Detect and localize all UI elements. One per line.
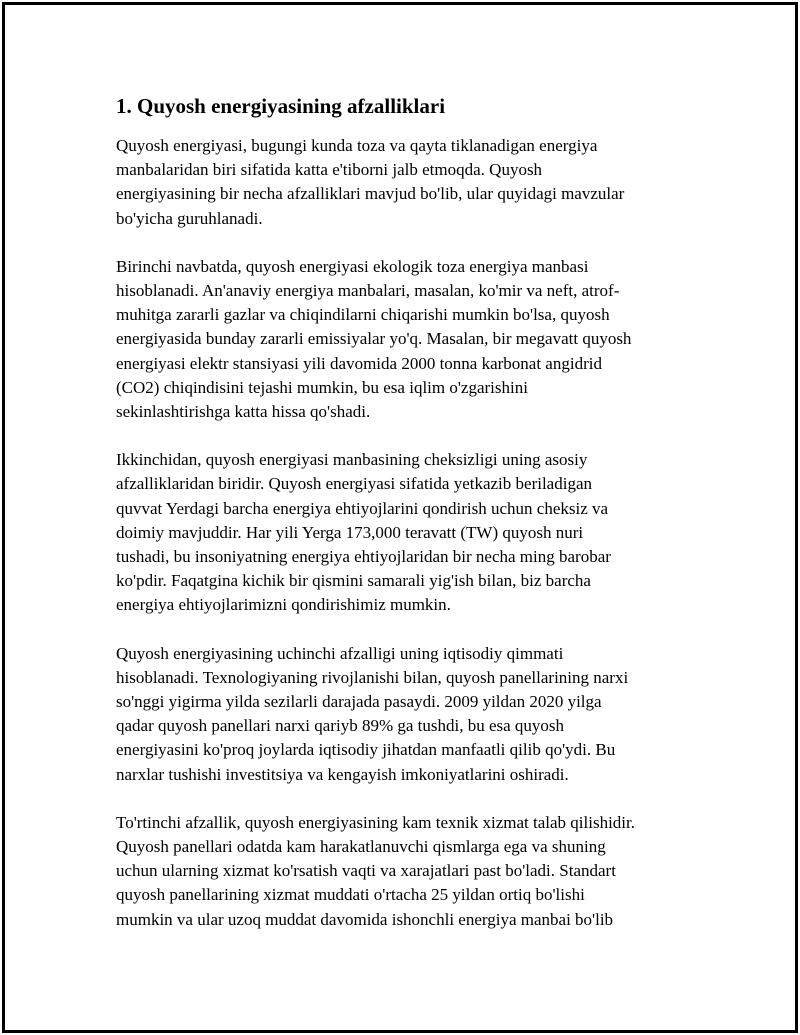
paragraph-line: energiya ehtiyojlarimizni qondirishimiz mumkin. xyxy=(116,595,451,615)
section-heading: 1. Quyosh energiyasining afzalliklari xyxy=(116,94,446,118)
paragraph-line: Ikkinchidan, quyosh energiyasi manbasining cheksizligi uning asosiy xyxy=(116,450,588,470)
paragraph-line: qadar quyosh panellari narxi qariyb 89% ga tushdi, bu esa quyosh xyxy=(116,716,565,736)
paragraph-list xyxy=(116,134,688,932)
paragraph-line: mumkin va ular uzoq muddat davomida ishonchli energiya manbai bo'lib xyxy=(116,909,614,929)
paragraph-line: afzalliklaridan biridir. Quyosh energiyasi sifatida yetkazib beriladigan xyxy=(116,474,592,494)
paragraph xyxy=(116,448,688,617)
paragraph-line: energiyasining bir necha afzalliklari mavjud bo'lib, ular quyidagi mavzular xyxy=(116,184,625,204)
paragraph-line: manbalaridan biri sifatida katta e'tiborni jalb etmoqda. Quyosh xyxy=(116,160,543,180)
paragraph-line: hisoblanadi. Texnologiyaning rivojlanishi bilan, quyosh panellarining narxi xyxy=(116,667,629,687)
paragraph-line: energiyasi elektr stansiyasi yili davomida 2000 tonna karbonat angidrid xyxy=(116,353,602,373)
paragraph-line: muhitga zararli gazlar va chiqindilarni chiqarishi mumkin bo'lsa, quyosh xyxy=(116,305,610,325)
paragraph-line: Birinchi navbatda, quyosh energiyasi ekologik toza energiya manbasi xyxy=(116,256,589,276)
paragraph-line: energiyasida bunday zararli emissiyalar yo'q. Masalan, bir megavatt quyosh xyxy=(116,329,632,349)
paragraph-line: uchun ularning xizmat ko'rsatish vaqti va xarajatlari past bo'ladi. Standart xyxy=(116,861,616,881)
paragraph xyxy=(116,255,688,424)
paragraph xyxy=(116,642,688,787)
paragraph-line: energiyasini ko'proq joylarda iqtisodiy jihatdan manfaatli qilib qo'ydi. Bu xyxy=(116,740,616,760)
paragraph-line: bo'yicha guruhlanadi. xyxy=(116,208,263,228)
document-body xyxy=(116,92,688,956)
paragraph-line: Quyosh panellari odatda kam harakatlanuvchi qismlarga ega va shuning xyxy=(116,837,606,857)
paragraph-line: quyosh panellarining xizmat muddati o'rtacha 25 yildan ortiq bo'lishi xyxy=(116,885,585,905)
paragraph-line: doimiy mavjuddir. Har yili Yerga 173,000 teravatt (TW) quyosh nuri xyxy=(116,522,584,542)
paragraph xyxy=(116,134,688,231)
paragraph-line: Quyosh energiyasi, bugungi kunda toza va qayta tiklanadigan energiya xyxy=(116,136,598,155)
paragraph-line: quvvat Yerdagi barcha energiya ehtiyojlarini qondirish uchun cheksiz va xyxy=(116,498,609,518)
paragraph-line: narxlar tushishi investitsiya va kengayish imkoniyatlarini oshiradi. xyxy=(116,764,569,784)
paragraph-line: tushadi, bu insoniyatning energiya ehtiyojlaridan bir necha ming barobar xyxy=(116,547,611,567)
paragraph-line: ko'pdir. Faqatgina kichik bir qismini samarali yig'ish bilan, biz barcha xyxy=(116,571,591,591)
paragraph xyxy=(116,811,688,932)
paragraph-line: (CO2) chiqindisini tejashi mumkin, bu esa iqlim o'zgarishini xyxy=(116,377,528,397)
paragraph-line: sekinlashtirishga katta hissa qo'shadi. xyxy=(116,402,371,422)
paragraph-line: hisoblanadi. An'anaviy energiya manbalari, masalan, ko'mir va neft, atrof- xyxy=(116,281,620,301)
paragraph-line: To'rtinchi afzallik, quyosh energiyasining kam texnik xizmat talab qilishidir. xyxy=(116,812,636,832)
paragraph-line: so'nggi yigirma yilda sezilarli darajada pasaydi. 2009 yildan 2020 yilga xyxy=(116,692,602,712)
paragraph-line: Quyosh energiyasining uchinchi afzalligi uning iqtisodiy qimmati xyxy=(116,643,564,663)
